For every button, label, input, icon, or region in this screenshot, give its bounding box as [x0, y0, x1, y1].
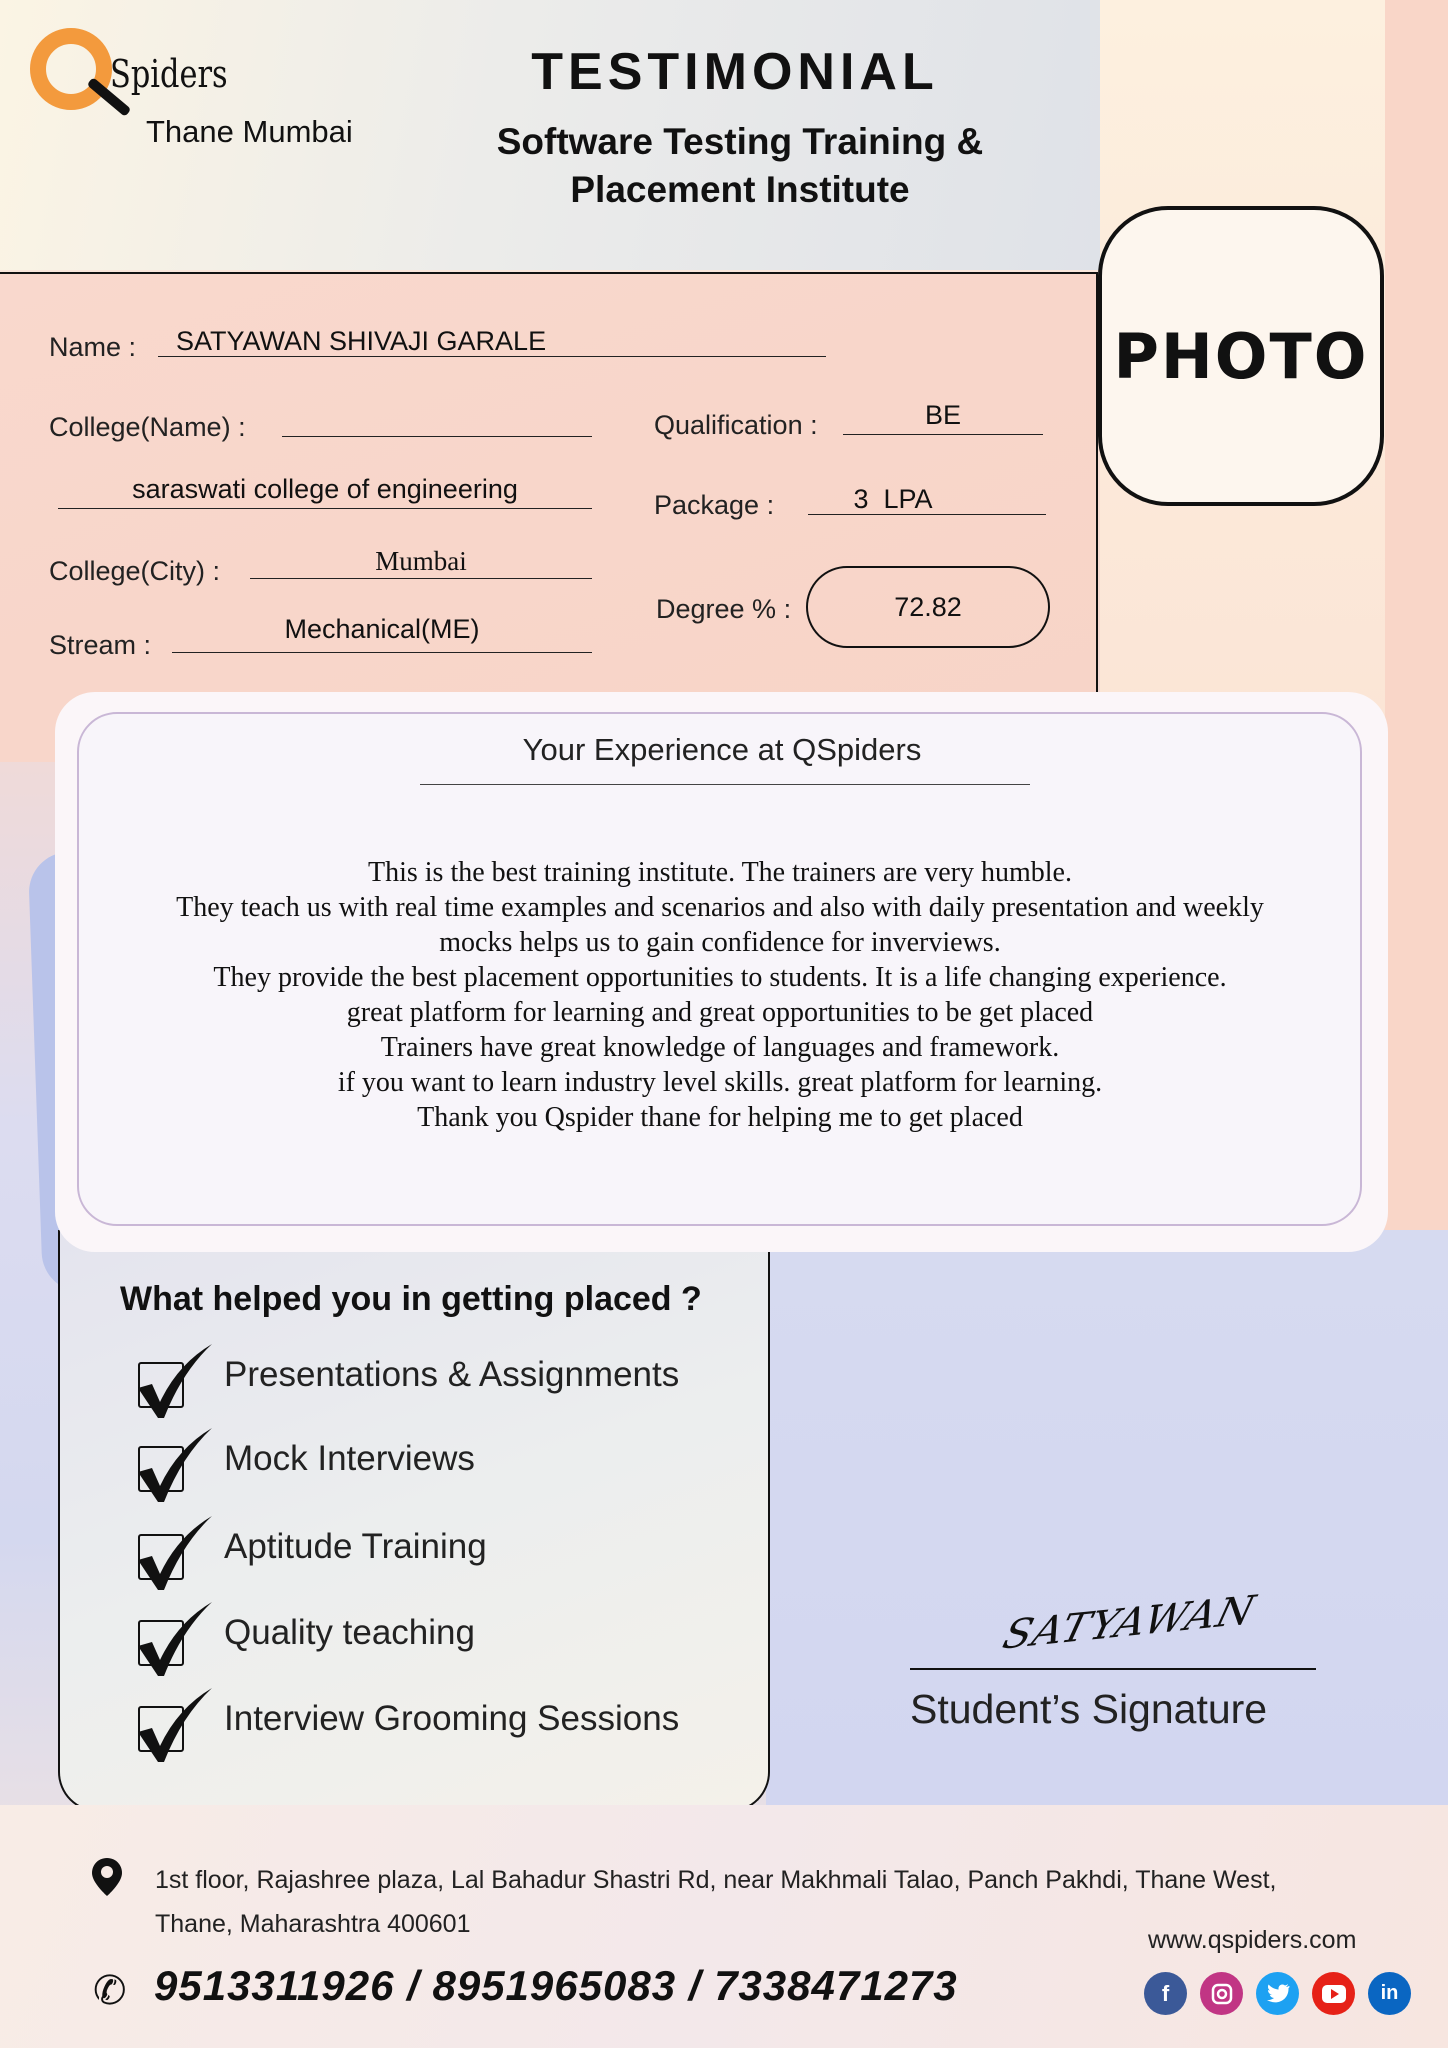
checklist-item	[130, 1424, 730, 1494]
photo-label: PHOTO	[1113, 319, 1369, 393]
degree-label: Degree % :	[656, 594, 792, 624]
page-title: TESTIMONIAL	[531, 43, 939, 101]
checklist-item-label: Quality teaching	[224, 1613, 475, 1652]
checkbox-checked-icon	[130, 1516, 192, 1578]
signature-line	[910, 1668, 1316, 1670]
college-name-underline-2	[58, 508, 592, 509]
logo-location: Thane Mumbai	[146, 114, 353, 149]
phone-numbers: 9513311926 / 8951965083 / 7338471273	[154, 1962, 958, 2009]
experience-line: great platform for learning and great opportunities to be get placed	[346, 997, 1094, 1028]
experience-line: mocks helps us to gain confidence for inverviews.	[439, 927, 1001, 958]
checklist-item-label: Aptitude Training	[224, 1527, 487, 1566]
checklist-item	[130, 1340, 730, 1410]
college-name-value: saraswati college of engineering	[132, 474, 518, 504]
package-value: 3 LPA	[853, 484, 933, 514]
checklist-item	[130, 1684, 730, 1754]
linkedin-icon[interactable]: in	[1368, 1972, 1411, 2015]
checkbox-checked-icon	[130, 1428, 192, 1490]
twitter-icon[interactable]	[1256, 1972, 1299, 2015]
phone-icon: ✆	[93, 1969, 127, 2013]
experience-line: if you want to learn industry level skills. great platform for learning.	[337, 1067, 1103, 1098]
college-city-label: College(City) :	[49, 556, 221, 586]
subtitle-line-1: Software Testing Training &	[496, 121, 984, 162]
photo-placeholder	[1098, 206, 1384, 506]
stream-value: Mechanical(ME)	[284, 614, 480, 644]
experience-line: This is the best training institute. The trainers are very humble.	[368, 857, 1072, 888]
subtitle-line-2: Placement Institute	[570, 169, 910, 210]
youtube-icon[interactable]	[1312, 1972, 1355, 2015]
name-label: Name :	[49, 332, 137, 362]
student-signature: SATYAWAN	[998, 1587, 1261, 1659]
package-underline	[808, 514, 1046, 515]
checklist-item-label: Interview Grooming Sessions	[224, 1699, 680, 1738]
instagram-icon[interactable]	[1200, 1972, 1243, 2015]
experience-line: Thank you Qspider thane for helping me to get placed	[417, 1102, 1023, 1133]
checklist-item-label: Presentations & Assignments	[224, 1355, 680, 1394]
college-city-underline	[250, 578, 592, 579]
stream-underline	[172, 652, 592, 653]
page-subtitle	[440, 118, 1040, 214]
location-pin-icon	[92, 1858, 122, 1901]
social-links	[1144, 1972, 1411, 2015]
address-line-2: Thane, Maharashtra 400601	[155, 1910, 471, 1938]
name-value: SATYAWAN SHIVAJI GARALE	[176, 326, 547, 356]
qualification-label: Qualification :	[654, 410, 818, 440]
college-name-label: College(Name) :	[49, 412, 246, 442]
checklist-heading: What helped you in getting placed ?	[120, 1280, 702, 1318]
checklist-item-label: Mock Interviews	[224, 1439, 475, 1478]
experience-text	[90, 855, 1350, 1135]
degree-value: 72.82	[894, 591, 962, 622]
signature-label: Student’s Signature	[910, 1686, 1268, 1732]
checkbox-checked-icon	[130, 1344, 192, 1406]
college-name-underline	[282, 436, 592, 437]
facebook-icon[interactable]: f	[1144, 1972, 1187, 2015]
experience-line: Trainers have great knowledge of languages and framework.	[380, 1032, 1060, 1063]
qualification-underline	[843, 434, 1043, 435]
logo-text: Spiders	[110, 52, 228, 96]
checklist-item	[130, 1598, 730, 1668]
checkbox-checked-icon	[130, 1688, 192, 1750]
checkbox-checked-icon	[130, 1602, 192, 1664]
experience-title: Your Experience at QSpiders	[522, 732, 922, 767]
checklist-item	[130, 1512, 730, 1582]
website-link[interactable]: www.qspiders.com	[1148, 1926, 1357, 1954]
qualification-value: BE	[924, 400, 962, 430]
degree-box	[806, 566, 1050, 648]
experience-title-underline	[420, 784, 1030, 785]
experience-line: They teach us with real time examples and scenarios and also with daily presentation and weekly	[176, 892, 1264, 923]
address-line-1: 1st floor, Rajashree plaza, Lal Bahadur Shastri Rd, near Makhmali Talao, Panch Pakhdi, Thane West,	[155, 1866, 1277, 1894]
college-city-value: Mumbai	[375, 546, 467, 576]
stream-label: Stream :	[49, 630, 152, 660]
package-label: Package :	[654, 490, 775, 520]
experience-line: They provide the best placement opportunities to students. It is a life changing experience.	[213, 962, 1227, 993]
qspiders-logo-icon	[30, 28, 112, 110]
